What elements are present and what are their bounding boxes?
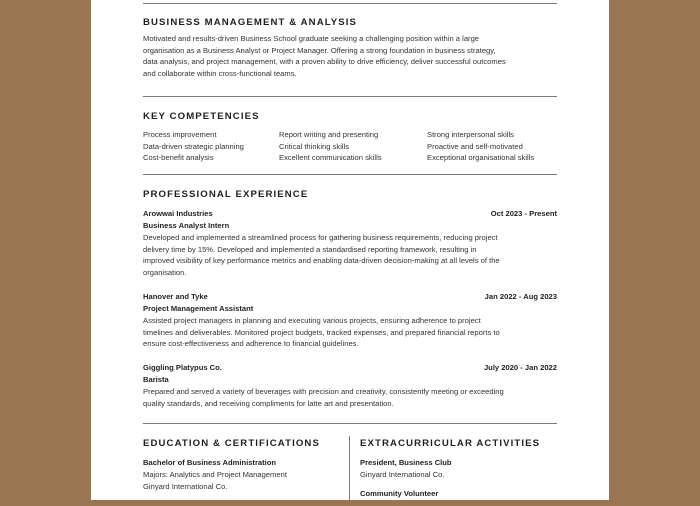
job-date: July 2020 - Jan 2022 [483, 363, 557, 372]
competencies-column-3 [427, 129, 534, 164]
job-line: organisation. [143, 267, 187, 277]
school: Ginyard International Co. [143, 482, 228, 491]
job-company: Hanover and Tyke [143, 292, 208, 301]
extracurricular-org: Ginyard International Co. [360, 470, 445, 479]
competency-item: Proactive and self-motivated [427, 141, 523, 151]
education-heading: EDUCATION & CERTIFICATIONS [143, 438, 320, 449]
summary-line: and collaborate within cross-functional teams. [143, 68, 297, 78]
competency-item: Exceptional organisational skills [427, 153, 535, 163]
job-description [143, 386, 561, 409]
experience-heading: PROFESSIONAL EXPERIENCE [143, 189, 309, 200]
section-divider [143, 423, 557, 424]
summary-line: data analysis, and project management, with a proven ability to drive efficiency, deliver successful outcomes [143, 57, 506, 67]
summary-paragraph [143, 33, 561, 79]
column-divider [349, 436, 350, 506]
competency-item: Critical thinking skills [279, 141, 350, 151]
job-title: Barista [143, 375, 169, 384]
competencies-column-1 [143, 129, 244, 164]
job-title: Business Analyst Intern [143, 221, 230, 230]
job-company: Arowwai Industries [143, 209, 213, 218]
extracurricular-role: President, Business Club [360, 458, 452, 467]
job-line: Developed and implemented a streamlined process for gathering business requirements, reducing project [143, 233, 498, 242]
job-line: ensure cost-effectiveness and adherence to financial guidelines. [143, 339, 359, 349]
competency-item: Cost-benefit analysis [143, 153, 214, 163]
summary-line: Motivated and results-driven Business School graduate seeking a challenging position within a large [143, 34, 480, 43]
job-company: Giggling Platypus Co. [143, 363, 222, 372]
job-description [143, 232, 561, 278]
competency-item: Excellent communication skills [279, 153, 382, 163]
job-title: Project Management Assistant [143, 304, 254, 313]
summary-line: organisation as a Business Analyst or Project Manager. Offering a strong foundation in business strategy, [143, 45, 496, 55]
top-divider [143, 3, 557, 4]
competencies-heading: KEY COMPETENCIES [143, 111, 260, 122]
competencies-column-2 [279, 129, 382, 164]
competency-item: Process improvement [143, 130, 217, 139]
job-date: Oct 2023 - Present [490, 209, 557, 218]
job-line: quality standards, and receiving compliments for latte art and presentation. [143, 398, 394, 408]
competency-item: Strong interpersonal skills [427, 130, 514, 139]
job-line: Prepared and served a variety of beverages with precision and creativity, consistently meeting or exceeding [143, 387, 504, 396]
extracurricular-role: Community Volunteer [360, 489, 439, 498]
extracurricular-heading: EXTRACURRICULAR ACTIVITIES [360, 438, 541, 449]
job-line: delivery time by 15%. Developed and implemented a standardised reporting framework, resulting in [143, 244, 477, 254]
job-date: Jan 2022 - Aug 2023 [484, 292, 557, 301]
resume-page [91, 0, 609, 500]
job-line: timelines and deliverables. Monitored project budgets, tracked expenses, and prepared financial reports to [143, 327, 500, 337]
section-divider [143, 96, 557, 97]
degree: Bachelor of Business Administration [143, 458, 277, 467]
job-description [143, 315, 561, 350]
majors: Majors: Analytics and Project Management [143, 470, 287, 479]
section-divider [143, 174, 557, 175]
job-line: Assisted project managers in planning and executing various projects, ensuring adherence to project [143, 316, 481, 325]
competency-item: Report writing and presenting [279, 130, 379, 139]
competency-item: Data-driven strategic planning [143, 141, 244, 151]
job-line: improved visibility of key performance metrics and enabling data-driven decision-making at all levels of the [143, 256, 500, 266]
summary-heading: BUSINESS MANAGEMENT & ANALYSIS [143, 17, 358, 28]
